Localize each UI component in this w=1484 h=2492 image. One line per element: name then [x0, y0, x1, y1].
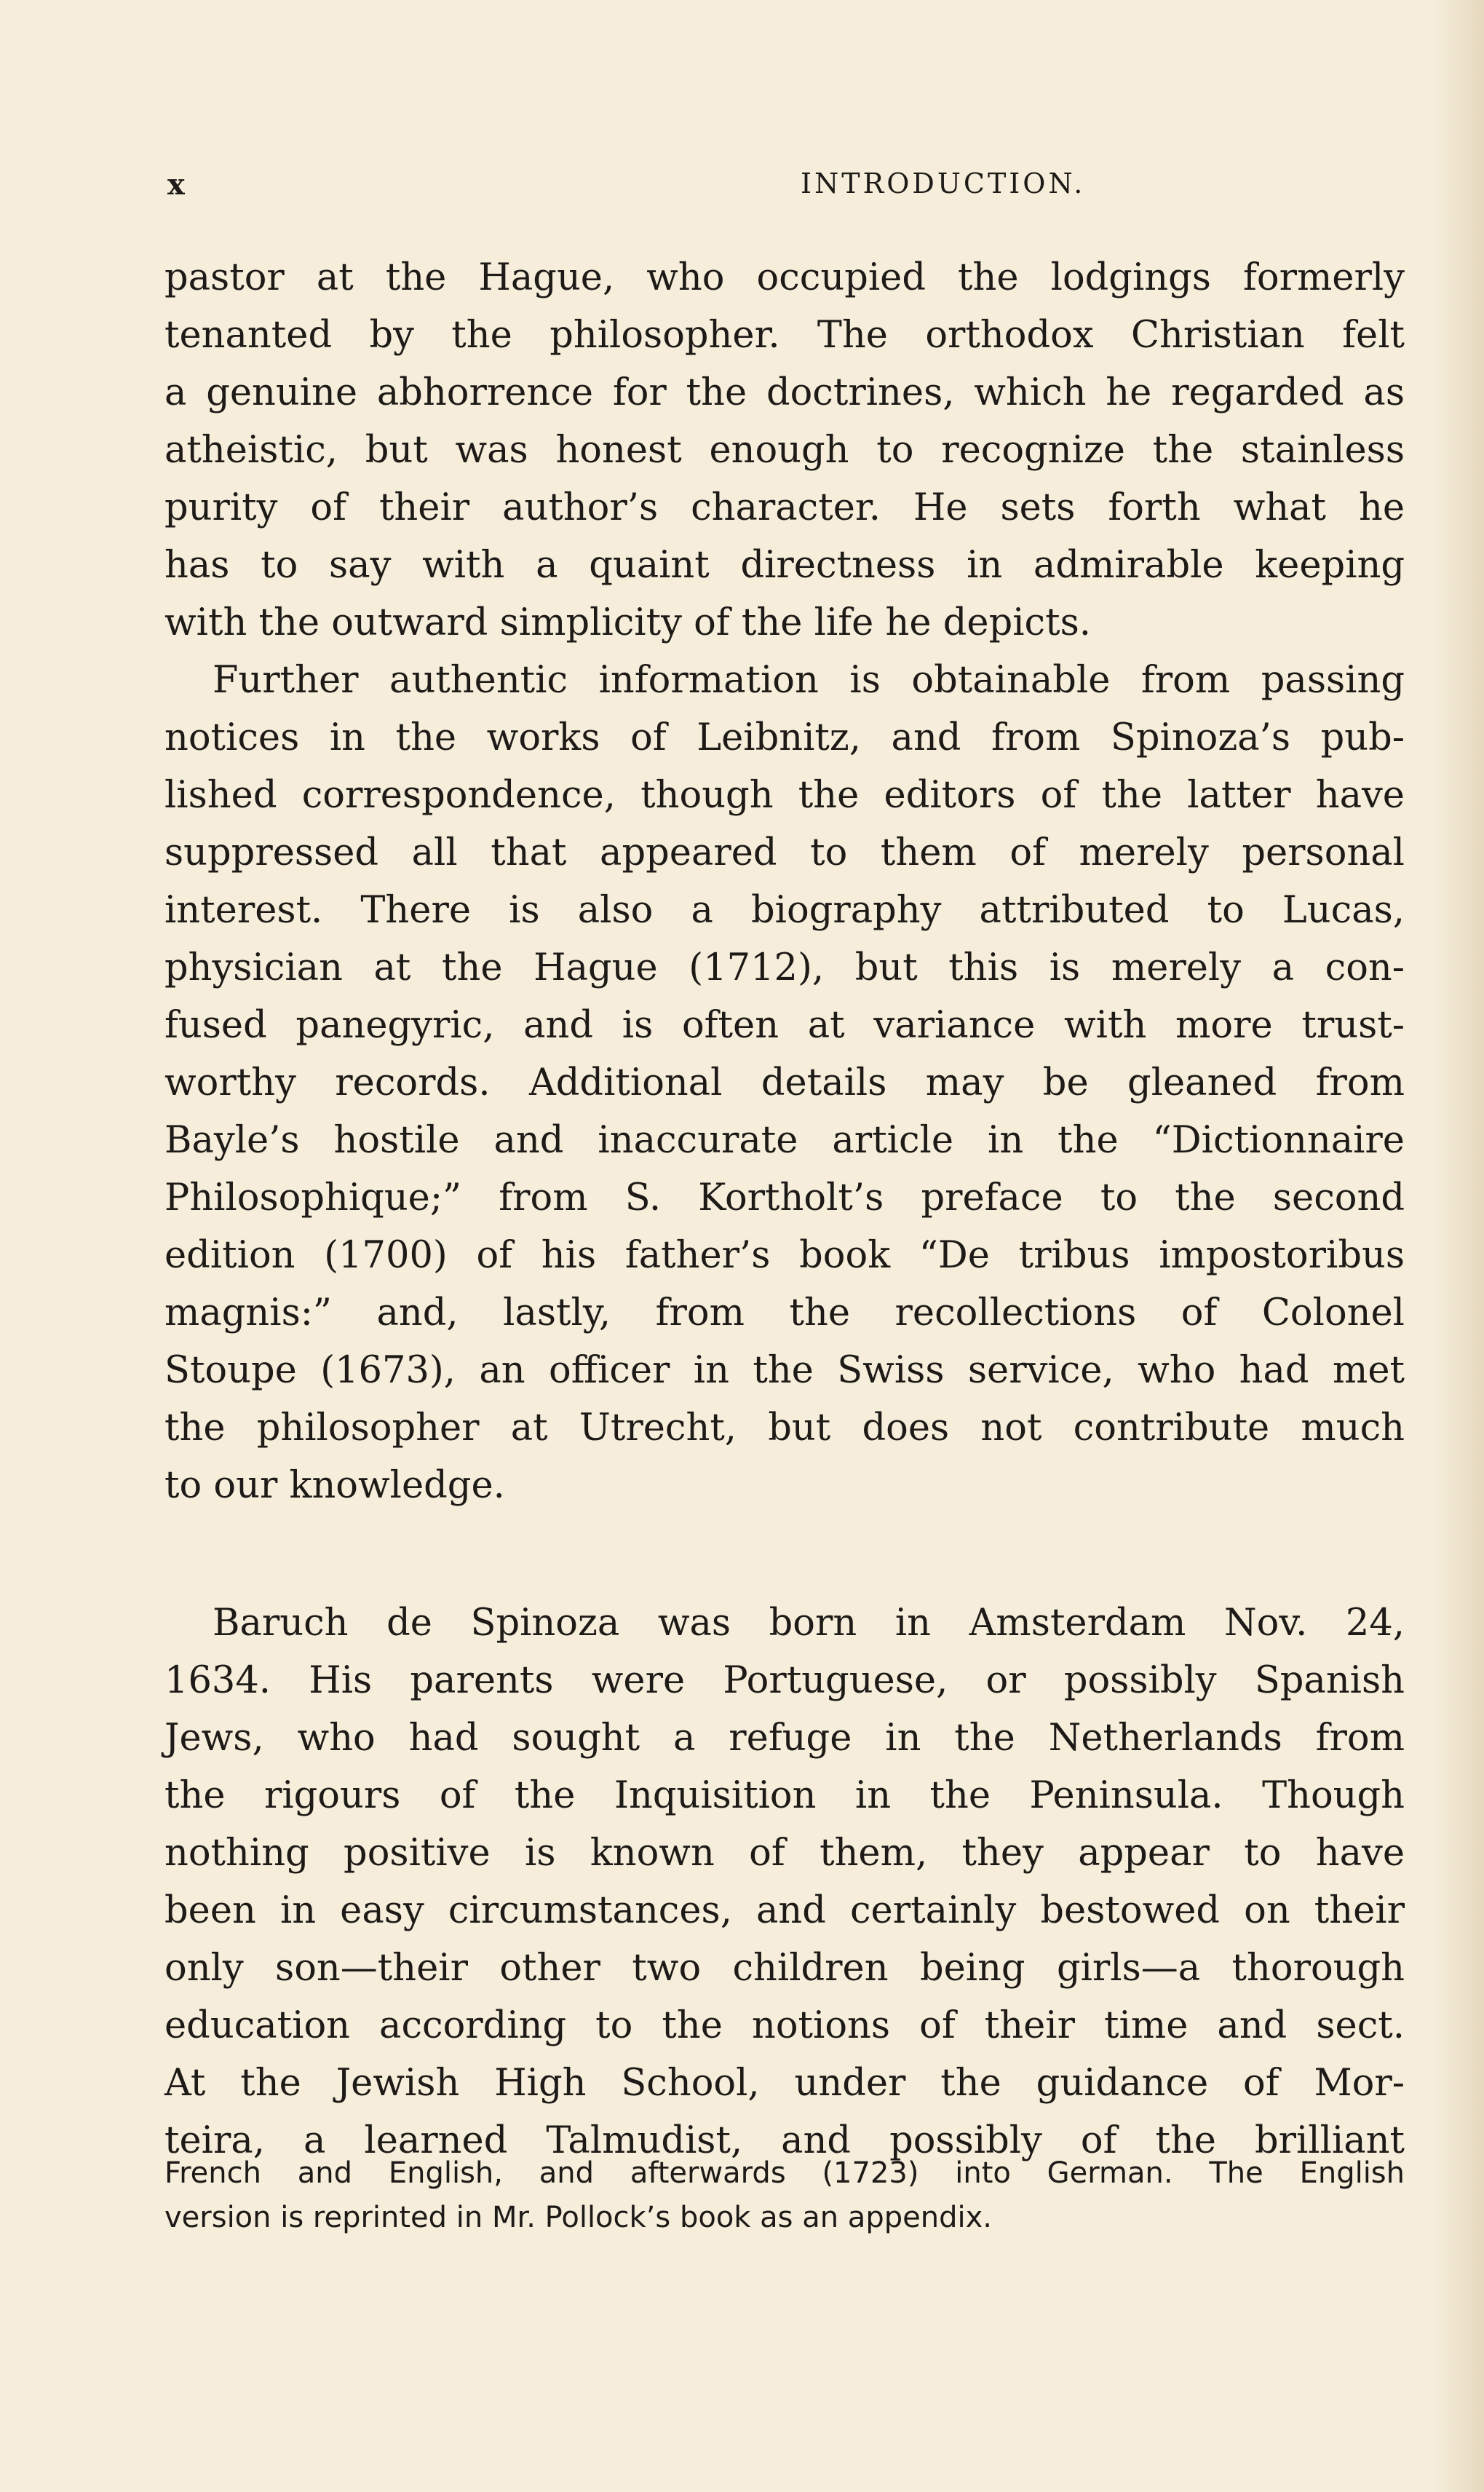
text-line: has to say with a quaint directness in admirable keeping [164, 544, 1405, 587]
text-line: been in easy circumstances, and certainly bestowed on their [164, 1889, 1405, 1932]
body-text [164, 249, 1405, 2169]
text-line: purity of their author’s character. He sets forth what he [164, 486, 1405, 529]
text-line: Jews, who had sought a refuge in the Netherlands from [164, 1717, 1405, 1760]
footnote-line: French and English, and afterwards (1723) into German. The English [164, 2156, 1405, 2190]
text-line: nothing positive is known of them, they appear to have [164, 1832, 1405, 1875]
text-line: pastor at the Hague, who occupied the lodgings formerly [164, 256, 1405, 299]
footnote-line: version is reprinted in Mr. Pollock’s book as an appendix. [164, 2201, 992, 2234]
text-line: worthy records. Additional details may be gleaned from [164, 1061, 1405, 1104]
text-line: interest. There is also a biography attributed to Lucas, [164, 889, 1405, 932]
text-line: only son—their other two children being girls—a thorough [164, 1947, 1405, 1990]
running-head: INTRODUCTION. [801, 167, 1086, 199]
text-line: lished correspondence, though the editors of the latter have [164, 774, 1405, 817]
text-line: education according to the notions of their time and sect. [164, 2004, 1405, 2047]
paragraph-3 [164, 1594, 1405, 2169]
page-number: x [167, 167, 186, 202]
text-line: Philosophique;” from S. Kortholt’s preface to the second [164, 1176, 1405, 1219]
text-line: with the outward simplicity of the life he depicts. [164, 601, 1091, 644]
footnote [164, 2151, 1405, 2240]
text-line: 1634. His parents were Portuguese, or possibly Spanish [164, 1659, 1405, 1702]
page-header [167, 167, 1405, 211]
text-line: teira, a learned Talmudist, and possibly of the brilliant [164, 2119, 1405, 2162]
text-line: the rigours of the Inquisition in the Peninsula. Though [164, 1774, 1405, 1817]
text-line: At the Jewish High School, under the guidance of Mor- [164, 2062, 1405, 2105]
page-edge-shadow [1433, 0, 1484, 2492]
text-line: magnis:” and, lastly, from the recollections of Colonel [164, 1292, 1405, 1334]
text-line: suppressed all that appeared to them of merely personal [164, 831, 1405, 874]
text-line: tenanted by the philosopher. The orthodox Christian felt [164, 314, 1405, 357]
text-line: notices in the works of Leibnitz, and from Spinoza’s pub- [164, 716, 1405, 759]
text-line: Baruch de Spinoza was born in Amsterdam Nov. 24, [213, 1602, 1405, 1645]
paragraph-1 [164, 249, 1405, 652]
text-line: a genuine abhorrence for the doctrines, which he regarded as [164, 371, 1405, 414]
text-line: to our knowledge. [164, 1464, 505, 1507]
text-line: Stoupe (1673), an officer in the Swiss service, who had met [164, 1349, 1405, 1392]
text-line: physician at the Hague (1712), but this is merely a con- [164, 946, 1405, 989]
text-line: Further authentic information is obtainable from passing [213, 659, 1405, 702]
text-line: atheistic, but was honest enough to recognize the stainless [164, 429, 1405, 472]
text-line: edition (1700) of his father’s book “De tribus impostoribus [164, 1234, 1405, 1277]
paragraph-2 [164, 652, 1405, 1514]
text-line: fused panegyric, and is often at variance with more trust- [164, 1004, 1405, 1047]
text-line: the philosopher at Utrecht, but does not contribute much [164, 1407, 1405, 1449]
text-line: Bayle’s hostile and inaccurate article in the “Dictionnaire [164, 1119, 1405, 1162]
section-break [164, 1514, 1405, 1594]
